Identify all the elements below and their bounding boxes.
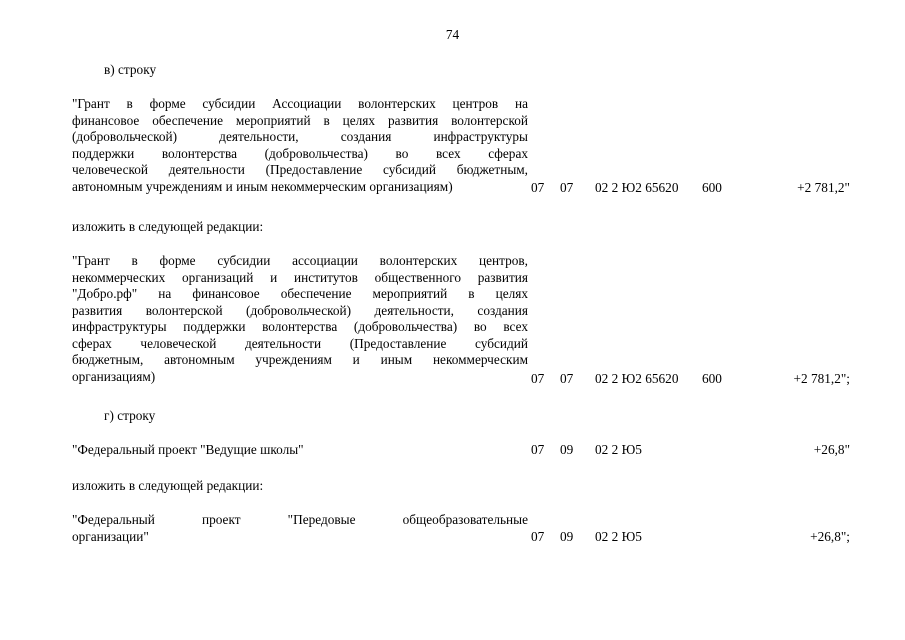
intro-text: изложить в следующей редакции: [72, 219, 264, 234]
intro-text: в) строку [104, 62, 157, 77]
intro-text: изложить в следующей редакции: [72, 478, 264, 493]
row-name-line: организации" [72, 528, 149, 544]
row-name [72, 442, 528, 459]
subsection-code: 07 [560, 180, 574, 195]
row-name-line: развития волонтерской (добровольческой) деятельности, создания [72, 302, 528, 318]
row-name-line: "Федеральный проект "Ведущие школы" [72, 442, 304, 457]
amount: +2 781,2" [797, 180, 850, 195]
intro-text: г) строку [104, 408, 156, 423]
row-name-line: "Федеральный проект "Передовые общеобразовательные [72, 512, 528, 527]
row-name [72, 96, 528, 195]
section-code: 07 [531, 371, 545, 386]
row-name-line: "Добро.рф" на финансовое обеспечение мероприятий в целях [72, 286, 528, 301]
row-name-line: сферах человеческой деятельности (Предоставление субсидий [72, 335, 528, 351]
target-article-code: 02 2 Ю5 [595, 529, 642, 544]
section-code: 07 [531, 442, 545, 457]
row-name [72, 512, 528, 545]
subsection-code: 09 [560, 442, 574, 457]
target-article-code: 02 2 Ю5 [595, 442, 642, 457]
amount: +2 781,2"; [793, 371, 850, 386]
target-article-code: 02 2 Ю2 65620 [595, 180, 679, 195]
section-code: 07 [531, 529, 545, 544]
amount: +26,8"; [810, 529, 850, 544]
section-code: 07 [531, 180, 545, 195]
target-article-code: 02 2 Ю2 65620 [595, 371, 679, 386]
row-name-line: "Грант в форме субсидии ассоциации волонтерских центров, [72, 253, 528, 268]
page-number: 74 [445, 27, 460, 42]
row-name-line: "Грант в форме субсидии Ассоциации волонтерских центров на [72, 96, 528, 111]
expense-type-code: 600 [702, 180, 722, 195]
row-name-line: поддержки волонтерства (добровольчества) во всех сферах [72, 145, 528, 161]
subsection-code: 07 [560, 371, 574, 386]
row-name-line: некоммерческих организаций и институтов общественного развития [72, 269, 528, 285]
row-name-line: инфраструктуры поддержки волонтерства (добровольчества) во всех [72, 319, 528, 334]
row-name-line: бюджетным, автономным учреждениям и иным некоммерческим [72, 352, 528, 367]
subsection-code: 09 [560, 529, 574, 544]
row-name-line: человеческой деятельности (Предоставление субсидий бюджетным, [72, 162, 528, 177]
amount: +26,8" [813, 442, 850, 457]
row-name-line: (добровольческой) деятельности, создания инфраструктуры [72, 129, 528, 144]
expense-type-code: 600 [702, 371, 722, 386]
row-name-line: автономным учреждениям и иным некоммерческим организациям) [72, 178, 453, 194]
row-name-line: организациям) [72, 368, 156, 384]
row-name-line: финансовое обеспечение мероприятий в целях развития волонтерской [72, 112, 528, 128]
row-name [72, 253, 528, 385]
